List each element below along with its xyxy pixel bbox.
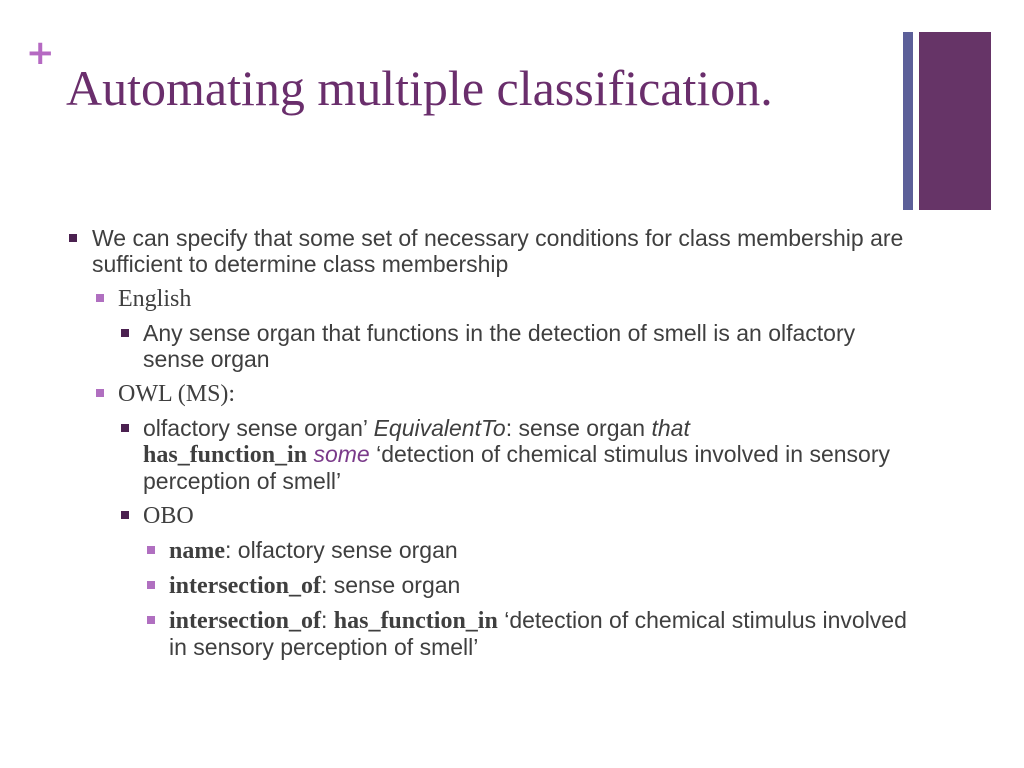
square-bullet-icon <box>147 581 155 589</box>
owl-text-part: olfactory sense organ’ <box>143 415 374 441</box>
obo-value: : sense organ <box>320 572 461 598</box>
owl-relation: has_function_in <box>143 442 308 468</box>
owl-keyword-that: that <box>651 415 690 441</box>
bullet-item <box>68 415 908 494</box>
bullet-item <box>68 320 908 372</box>
square-bullet-icon <box>96 294 104 302</box>
slide-title: Automating multiple classification. <box>66 60 773 116</box>
bullet-text: English <box>118 286 192 312</box>
slide-content <box>68 225 908 660</box>
bullet-item <box>68 607 908 660</box>
bullet-item <box>68 285 908 312</box>
square-bullet-icon <box>147 616 155 624</box>
square-bullet-icon <box>121 511 129 519</box>
decor-bar-thick <box>919 32 991 210</box>
owl-text-part: : sense organ <box>505 415 652 441</box>
square-bullet-icon <box>121 329 129 337</box>
obo-key: intersection_of <box>169 573 321 599</box>
bullet-item <box>68 572 908 599</box>
bullet-item <box>68 380 908 407</box>
obo-key: name <box>169 538 225 564</box>
square-bullet-icon <box>121 424 129 432</box>
obo-value: : olfactory sense organ <box>225 537 458 563</box>
bullet-text: We can specify that some set of necessary conditions for class membership are sufficient to determine class membership <box>92 225 904 277</box>
decor-bar-thin <box>903 32 913 210</box>
bullet-item <box>68 537 908 564</box>
plus-icon: + <box>26 33 55 73</box>
obo-relation: has_function_in <box>333 608 498 634</box>
square-bullet-icon <box>69 234 77 242</box>
owl-keyword-equivalent-to: EquivalentTo <box>373 415 506 441</box>
bullet-item <box>68 502 908 529</box>
bullet-text: OWL (MS): <box>118 381 236 407</box>
bullet-text: OBO <box>143 503 194 529</box>
owl-keyword-some: some <box>313 441 370 467</box>
obo-key: intersection_of <box>169 608 321 634</box>
bullet-item <box>68 225 908 277</box>
owl-text-part: ‘detection of chemical stimulus involved in sensory perception of smell’ <box>143 441 890 494</box>
obo-separator: : <box>320 607 334 633</box>
bullet-text: Any sense organ that functions in the detection of smell is an olfactory sense organ <box>143 320 856 372</box>
obo-value: ‘detection of chemical stimulus involved in sensory perception of smell’ <box>169 607 907 660</box>
square-bullet-icon <box>96 389 104 397</box>
square-bullet-icon <box>147 546 155 554</box>
